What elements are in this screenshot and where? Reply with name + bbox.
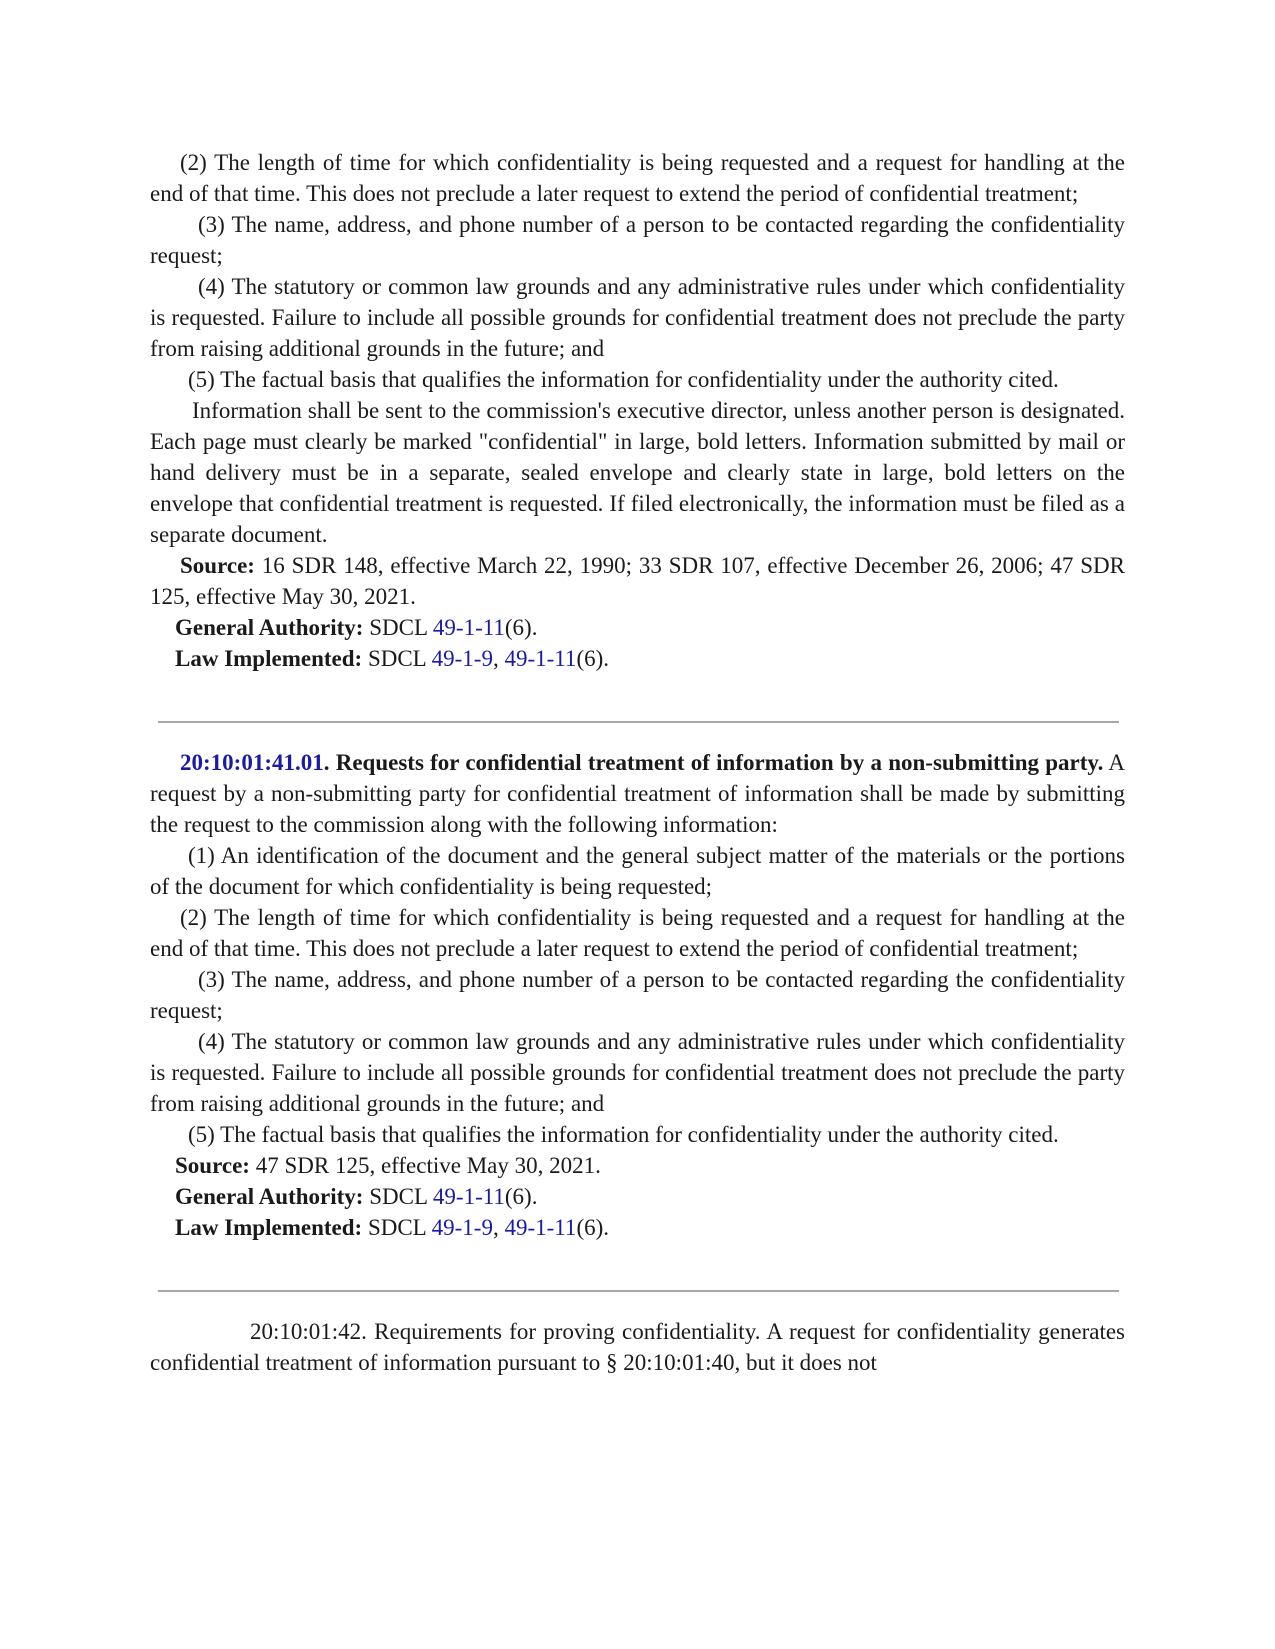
sdcl-prefix: SDCL: [362, 646, 432, 671]
general-authority-line: [150, 1181, 1125, 1212]
source-line: [150, 1150, 1125, 1181]
list-item: (3) The name, address, and phone number of a person to be contacted regarding the confidentiality request;: [150, 212, 1125, 268]
rule-section-20-10-01-41-01: [150, 747, 1125, 1243]
separator: ,: [492, 646, 505, 671]
statute-link[interactable]: 49-1-9: [431, 1215, 493, 1240]
source-label: Source:: [175, 1153, 250, 1178]
list-item: (4) The statutory or common law grounds and any administrative rules under which confidentiality is requested. Failure to include all possible grounds for confidential treatment does not preclude the party from raising additional grounds in the future; and: [150, 274, 1125, 361]
statute-link[interactable]: 49-1-11: [504, 646, 577, 671]
rule-intro: A request by a non-submitting party for confidential treatment of information shall be made by submitting the request to the commission along with the following information:: [150, 750, 1125, 837]
list-item: (2) The length of time for which confidentiality is being requested and a request for handling at the end of that time. This does not preclude a later request to extend the period of confidential treatment;: [150, 905, 1125, 961]
separator: ,: [492, 1215, 505, 1240]
general-authority-label: General Authority:: [175, 1184, 364, 1209]
list-item: (5) The factual basis that qualifies the information for confidentiality under the authority cited.: [188, 367, 1059, 392]
law-implemented-label: Law Implemented:: [175, 646, 363, 671]
rule-number-dot: .: [323, 750, 330, 775]
source-text: 16 SDR 148, effective March 22, 1990; 33 SDR 107, effective December 26, 2006; 47 SDR 125, effective May 30, 2021.: [150, 553, 1125, 609]
list-item: (2) The length of time for which confidentiality is being requested and a request for handling at the end of that time. This does not preclude a later request to extend the period of confidential treatment;: [150, 150, 1125, 206]
list-item: (4) The statutory or common law grounds and any administrative rules under which confidentiality is requested. Failure to include all possible grounds for confidential treatment does not preclude the party from raising additional grounds in the future; and: [150, 1029, 1125, 1116]
info-paragraph: Information shall be sent to the commission's executive director, unless another person is designated. Each page must clearly be marked "confidential" in large, bold letters. Information submitted by mail or hand delivery must be in a separate, sealed envelope and clearly state in large, bold letters on the envelope that confidential treatment is requested. If filed electronically, the information must be filed as a separate document.: [150, 398, 1125, 547]
law-implemented-label: Law Implemented:: [175, 1215, 363, 1240]
list-item: (3) The name, address, and phone number of a person to be contacted regarding the confidentiality request;: [150, 967, 1125, 1023]
sdcl-prefix: SDCL: [363, 1184, 433, 1209]
document-page: [150, 147, 1125, 1378]
rule-number: 20:10:01:41.01: [180, 750, 324, 775]
sdcl-prefix: SDCL: [362, 1215, 432, 1240]
statute-suffix: (6).: [576, 646, 610, 671]
sdcl-prefix: SDCL: [363, 615, 433, 640]
rule-number-link[interactable]: [180, 750, 324, 775]
rule-section-20-10-01-41: [150, 147, 1125, 674]
statute-link[interactable]: 49-1-11: [504, 1215, 577, 1240]
statute-link[interactable]: 49-1-11: [432, 1184, 505, 1209]
statute-link[interactable]: 49-1-9: [431, 646, 493, 671]
statute-suffix: (6).: [504, 615, 538, 640]
rule-title: Requests for confidential treatment of information by a non-submitting party.: [329, 750, 1104, 775]
rule-paragraph: 20:10:01:42. Requirements for proving confidentiality. A request for confidentiality generates confidential treatment of information pursuant to § 20:10:01:40, but it does not: [150, 1319, 1125, 1375]
source-label: Source:: [180, 553, 255, 578]
list-item: (1) An identification of the document and the general subject matter of the materials or the portions of the document for which confidentiality is being requested;: [150, 843, 1125, 899]
statute-link[interactable]: 49-1-11: [432, 615, 505, 640]
source-line: [150, 550, 1125, 612]
general-authority-line: [150, 612, 1125, 643]
rule-section-20-10-01-42: [150, 1316, 1125, 1378]
list-item: (5) The factual basis that qualifies the information for confidentiality under the authority cited.: [188, 1122, 1059, 1147]
statute-suffix: (6).: [576, 1215, 610, 1240]
rule-heading-paragraph: [150, 747, 1125, 840]
statute-suffix: (6).: [504, 1184, 538, 1209]
law-implemented-line: [150, 1212, 1125, 1243]
law-implemented-line: [150, 643, 1125, 674]
source-text: 47 SDR 125, effective May 30, 2021.: [249, 1153, 601, 1178]
general-authority-label: General Authority:: [175, 615, 364, 640]
